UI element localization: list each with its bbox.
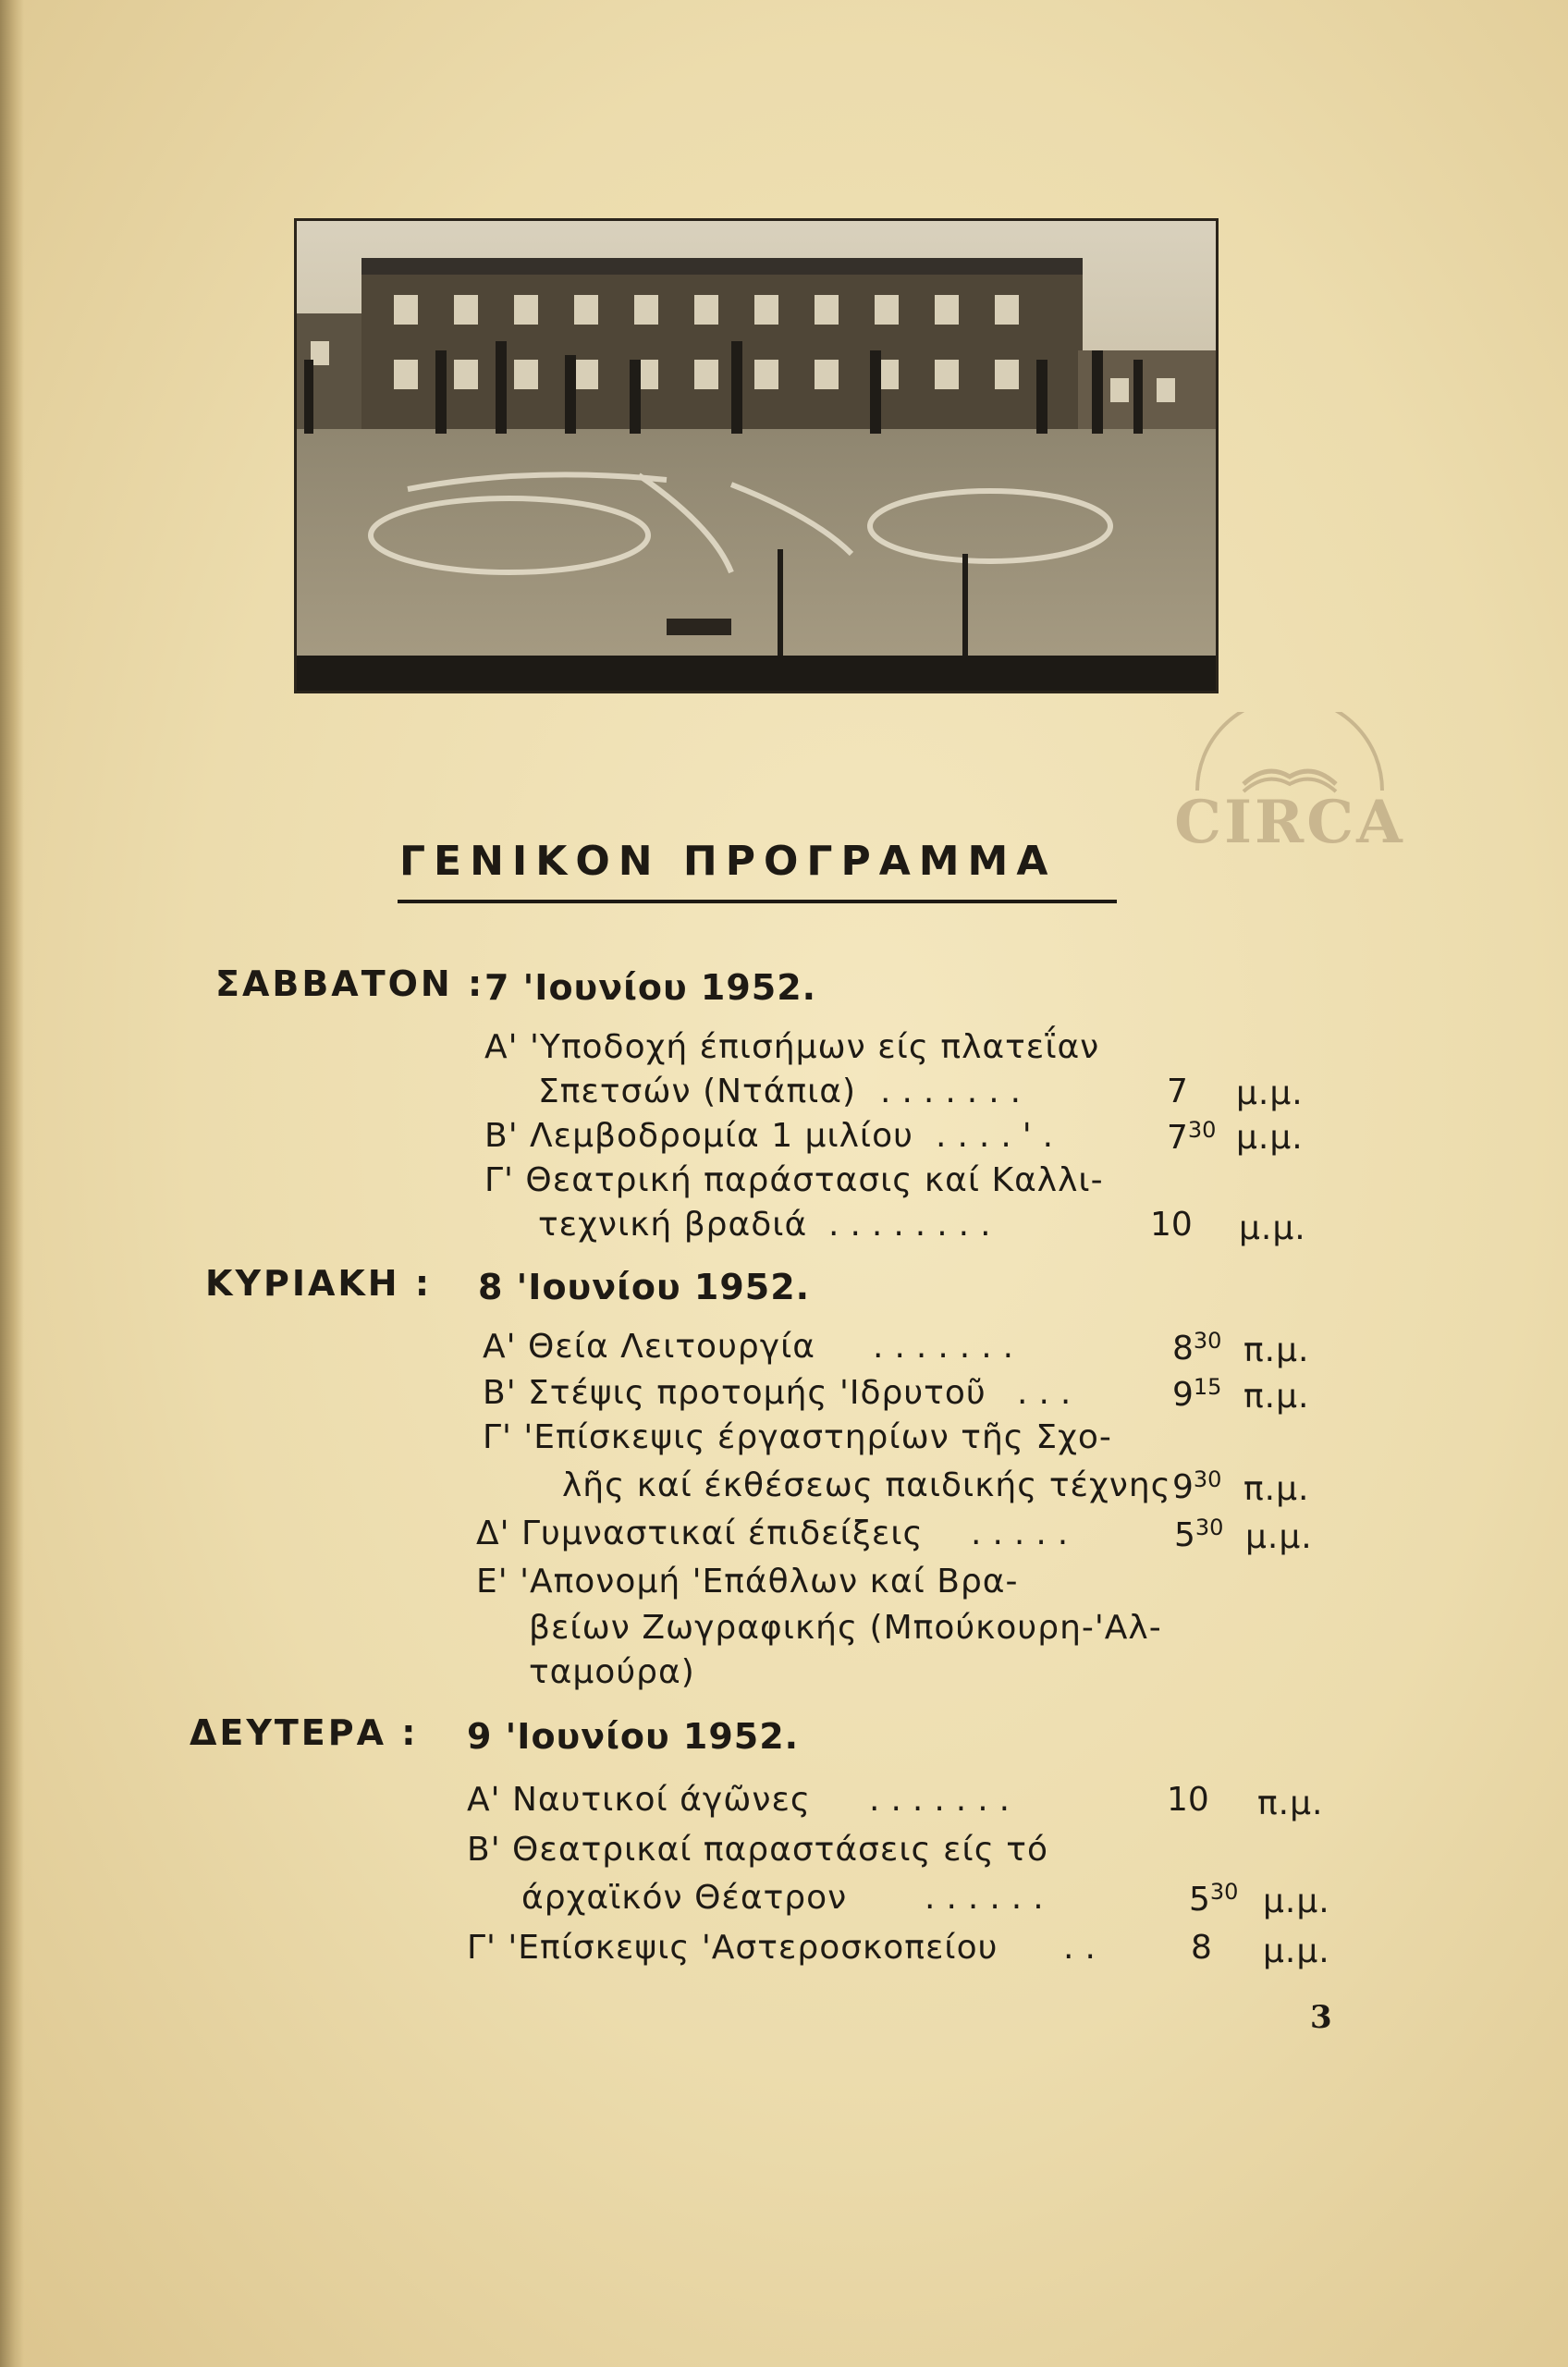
school-building-photo [294,218,1219,693]
day-label-sunday: ΚΥΡΙΑΚΗ : [205,1263,433,1304]
item-time-unit: μ.μ. [1245,1518,1313,1556]
date-sunday: 8 'Ιουνίου 1952. [478,1267,811,1307]
leader-dots: ....... [873,1328,1025,1366]
program-item-line: Β' Λεμβοδρομία 1 μιλίου [484,1117,913,1155]
program-item-line: Β' Στέψις προτομής 'Ιδρυτοῦ [483,1374,986,1412]
page-edge [0,0,24,2367]
watermark-text: CIRCA [1174,788,1405,857]
day-label-saturday: ΣΑΒΒΑΤΟΝ : [215,963,485,1004]
leader-dots: ..... [971,1515,1080,1552]
page-title: ΓΕΝΙΚΟΝ ΠΡΟΓΡΑΜΜΑ [399,838,1057,885]
item-time-unit: π.μ. [1257,1784,1324,1822]
leader-dots: ....... [880,1073,1033,1110]
item-time: $5^{30}$ [1174,1515,1224,1554]
program-item-line: τεχνική βραδιά [538,1206,808,1244]
item-time-unit: μ.μ. [1239,1209,1306,1247]
program-item-line: Α' Ναυτικοί άγῶνες [467,1781,812,1819]
date-monday: 9 'Ιουνίου 1952. [467,1716,800,1757]
page-number: 3 [1310,1999,1332,2036]
item-time-unit: π.μ. [1243,1470,1310,1508]
item-time: 7 [1167,1073,1188,1110]
date-saturday: 7 'Ιουνίου 1952. [484,967,817,1008]
item-time: 8 [1191,1929,1212,1967]
title-underline [398,900,1117,903]
program-item-line: βείων Ζωγραφικής (Μπούκουρη-'Αλ- [529,1609,1162,1647]
day-label-monday: ΔΕΥΤΕΡΑ : [190,1712,419,1753]
program-item-line: Σπετσών (Ντάπια) [538,1073,857,1110]
item-time: $7^{30}$ [1167,1117,1217,1157]
item-time: 10 [1150,1206,1193,1244]
program-item-line: Β' Θεατρικαί παραστάσεις είς τό [467,1831,1048,1869]
item-time: 10 [1167,1781,1209,1819]
item-time-unit: π.μ. [1243,1378,1310,1416]
program-item-line: Γ' 'Επίσκεψις έργαστηρίων τῆς Σχο- [483,1418,1112,1456]
program-item-line: Α' Θεία Λειτουργία [483,1328,815,1366]
item-time-unit: μ.μ. [1236,1119,1304,1157]
leader-dots: .. [1063,1929,1107,1967]
leader-dots: ....'. [936,1117,1065,1155]
program-item-line: λῆς καί έκθέσεως παιδικής τέχνης [562,1466,1171,1504]
leader-dots: ...... [925,1879,1055,1917]
program-item-line: άρχαϊκόν Θέατρον [521,1879,848,1917]
item-time: $5^{30}$ [1189,1879,1239,1919]
leader-dots: ....... [869,1781,1022,1819]
item-time-unit: μ.μ. [1236,1074,1304,1112]
item-time: $9^{15}$ [1172,1374,1222,1414]
item-time: $9^{30}$ [1172,1466,1222,1506]
program-item-line: Γ' 'Επίσκεψις 'Αστεροσκοπείου [467,1929,998,1967]
item-time: $8^{30}$ [1172,1328,1222,1367]
item-time-unit: μ.μ. [1263,1883,1330,1920]
item-time-unit: π.μ. [1243,1331,1310,1369]
program-item-line: Α' 'Υποδοχή έπισήμων είς πλατεΐαν [484,1028,1100,1066]
leader-dots: ... [1017,1374,1083,1412]
program-item-line: Δ' Γυμναστικαί έπιδείξεις [476,1515,924,1552]
program-item-line: Γ' Θεατρική παράστασις καί Καλλι- [484,1161,1104,1199]
program-item-line: ταμούρα) [529,1653,695,1691]
program-item-line: Ε' 'Απονομή 'Επάθλων καί Βρα- [476,1563,1019,1600]
leader-dots: ........ [828,1206,1002,1244]
item-time-unit: μ.μ. [1263,1932,1330,1970]
circa-watermark [1170,712,1410,915]
